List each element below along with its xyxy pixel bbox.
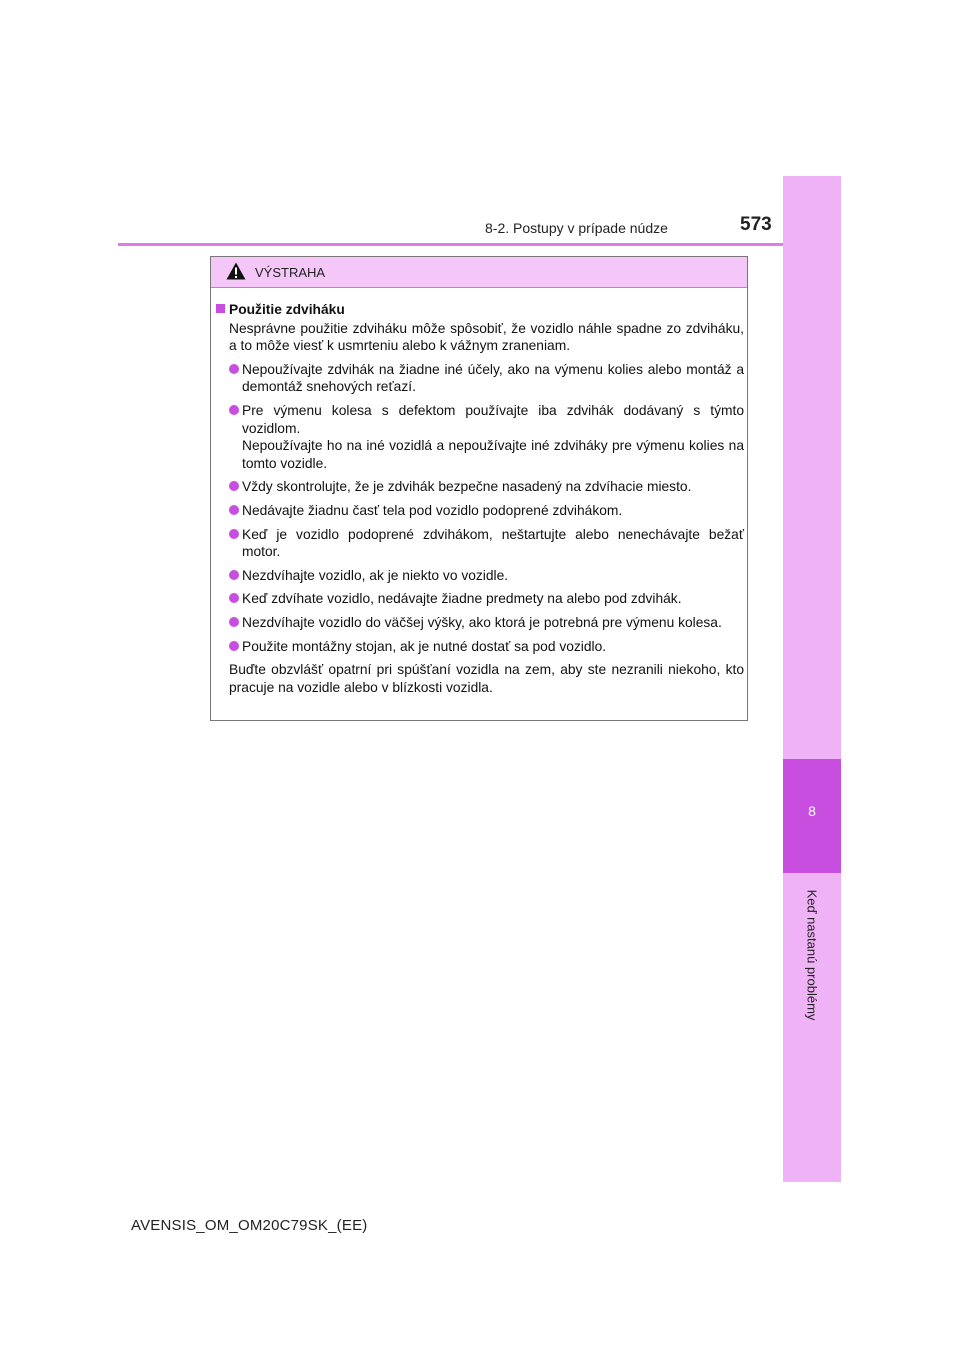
list-item-text: Nepoužívajte ho na iné vozidlá a nepoužívajte iné zdviháky pre výmenu kolies na tomto vozidle.	[242, 438, 744, 471]
list-item-text: Použite montážny stojan, ak je nutné dostať sa pod vozidlo.	[242, 638, 607, 654]
bullet-dot-icon	[229, 529, 239, 539]
list-item-text: Nezdvíhajte vozidlo, ak je niekto vo vozidle.	[242, 567, 509, 583]
chapter-number: 8	[808, 803, 816, 819]
section-title: 8-2. Postupy v prípade núdze	[485, 220, 668, 236]
warning-box	[210, 256, 748, 721]
list-item-text: Keď zdvíhate vozidlo, nedávajte žiadne predmety na alebo pod zdvihák.	[242, 591, 682, 607]
section-heading	[216, 301, 744, 319]
header-divider	[118, 243, 841, 246]
list-item-text: Nepoužívajte zdvihák na žiadne iné účely, ako na výmenu kolies alebo montáž a demontáž snehových reťazí.	[242, 361, 744, 395]
bullet-dot-icon	[229, 617, 239, 627]
intro-paragraph: Nesprávne použitie zdviháku môže spôsobiť, že vozidlo náhle spadne zo zdviháku, a to môže viesť k usmrteniu alebo k vážnym zraneniam.	[229, 320, 744, 354]
document-code: AVENSIS_OM_OM20C79SK_(EE)	[131, 1217, 368, 1234]
bullet-dot-icon	[229, 570, 239, 580]
list-item	[216, 361, 744, 396]
list-item	[216, 478, 744, 496]
page-number: 573	[740, 214, 772, 235]
warning-title: VÝSTRAHA	[255, 265, 326, 280]
bullet-dot-icon	[229, 593, 239, 603]
list-item-text: Nezdvíhajte vozidlo do väčšej výšky, ako ktorá je potrebná pre výmenu kolesa.	[242, 614, 722, 630]
list-item	[216, 590, 744, 608]
bullet-dot-icon	[229, 405, 239, 415]
bullet-dot-icon	[229, 641, 239, 651]
chapter-title: Keď nastanú problémy	[804, 889, 820, 1021]
list-item	[216, 402, 744, 472]
chapter-marker	[783, 759, 841, 873]
bullet-dot-icon	[229, 481, 239, 491]
list-item-text: Nedávajte žiadnu časť tela pod vozidlo podoprené zdvihákom.	[242, 502, 623, 518]
list-item	[216, 638, 744, 656]
warning-header	[211, 257, 747, 288]
list-item-text: Vždy skontrolujte, že je zdvihák bezpečne nasadený na zdvíhacie miesto.	[242, 479, 692, 495]
closing-paragraph: Buďte obzvlášť opatrní pri spúšťaní vozidla na zem, aby ste nezranili niekoho, kto pracuje na vozidle alebo v blízkosti vozidla.	[229, 662, 744, 695]
bullet-dot-icon	[229, 505, 239, 515]
list-item	[216, 567, 744, 585]
list-item-text: Pre výmenu kolesa s defektom používajte iba zdvihák dodávaný s týmto vozidlom.	[242, 402, 744, 436]
square-bullet-icon	[216, 304, 225, 313]
side-chapter-tab	[783, 176, 841, 1182]
list-item	[216, 614, 744, 632]
list-item	[216, 502, 744, 520]
bullet-dot-icon	[229, 364, 239, 374]
warning-body	[216, 301, 744, 696]
list-item-text: Keď je vozidlo podoprené zdvihákom, neštartujte alebo nenechávajte bežať motor.	[242, 526, 744, 560]
warning-triangle-icon	[226, 262, 246, 285]
section-heading-text: Použitie zdviháku	[229, 302, 345, 317]
list-item	[216, 526, 744, 561]
